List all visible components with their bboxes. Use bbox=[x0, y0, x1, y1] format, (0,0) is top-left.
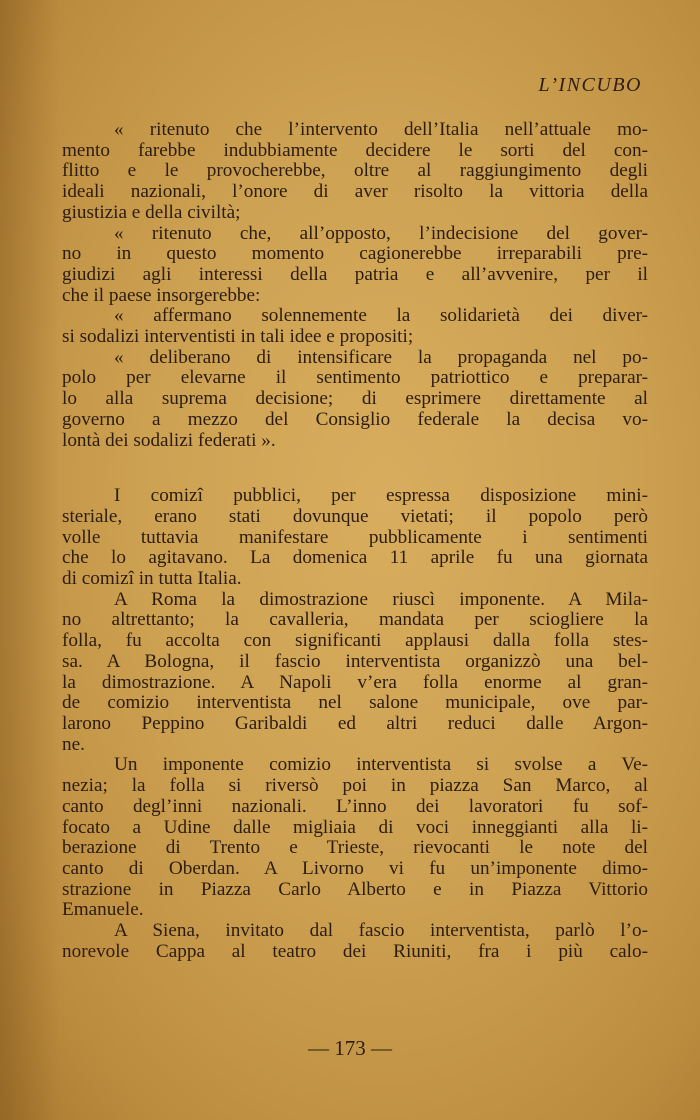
text-line: che lo agitavano. La domenica 11 aprile fu una giornata bbox=[62, 548, 648, 569]
text-line: A Siena, invitato dal fascio interventista, parlò l’o- bbox=[114, 921, 648, 942]
text-line: larono Peppino Garibaldi ed altri reduci dalle Argon- bbox=[62, 713, 648, 734]
text-line: « deliberano di intensificare la propaganda nel po- bbox=[114, 347, 648, 368]
text-line: I comizî pubblici, per espressa disposizione mini- bbox=[114, 486, 648, 507]
text-line: « affermano solennemente la solidarietà dei diver- bbox=[114, 306, 648, 327]
text-line: ideali nazionali, l’onore di aver risolto la vittoria della bbox=[62, 182, 648, 203]
text-line: « ritenuto che l’intervento dell’Italia nell’attuale mo- bbox=[114, 120, 648, 140]
text-line: strazione in Piazza Carlo Alberto e in Piazza Vittorio bbox=[62, 879, 648, 900]
text-line: flitto e le provocherebbe, oltre al raggiungimento degli bbox=[62, 161, 648, 182]
text-line: mento farebbe indubbiamente decidere le sorti del con- bbox=[62, 140, 648, 161]
text-line: che il paese insorgerebbe: bbox=[62, 285, 261, 306]
text-line: lo alla suprema decisione; di esprimere direttamente al bbox=[62, 389, 648, 410]
text-line: no in questo momento cagionerebbe irreparabili pre- bbox=[62, 244, 648, 265]
text-line: Emanuele. bbox=[62, 900, 144, 921]
text-line: la dimostrazione. A Napoli v’era folla enorme al gran- bbox=[62, 672, 648, 693]
text-line: giustizia e della civiltà; bbox=[62, 202, 241, 223]
text-line: governo a mezzo del Consiglio federale la decisa vo- bbox=[62, 409, 648, 430]
text-line: norevole Cappa al teatro dei Riuniti, fra i più calo- bbox=[62, 941, 648, 962]
text-line: canto di Oberdan. A Livorno vi fu un’imponente dimo- bbox=[62, 858, 648, 879]
text-line: di comizî in tutta Italia. bbox=[62, 569, 242, 590]
text-line: Un imponente comizio interventista si svolse a Ve- bbox=[114, 755, 648, 776]
text-line: steriale, erano stati dovunque vietati; il popolo però bbox=[62, 506, 648, 527]
text-line: giudizi agli interessi della patria e all’avvenire, per il bbox=[62, 264, 648, 285]
text-line: no altrettanto; la cavalleria, mandata per sciogliere la bbox=[62, 610, 648, 631]
text-line: A Roma la dimostrazione riuscì imponente. A Mila- bbox=[114, 589, 648, 610]
page-number: — 173 — bbox=[308, 1036, 392, 1060]
text-line: polo per elevarne il sentimento patriottico e preparar- bbox=[62, 368, 648, 389]
text-line: berazione di Trento e Trieste, rievocanti le note del bbox=[62, 838, 648, 859]
text-line: focato a Udine dalle migliaia di voci inneggianti alla li- bbox=[62, 817, 648, 838]
body-text bbox=[62, 120, 648, 962]
text-line: de comizio interventista nel salone municipale, ove par- bbox=[62, 693, 648, 714]
text-line: ne. bbox=[62, 734, 85, 755]
running-title: L’INCUBO bbox=[538, 74, 642, 96]
text-line: canto degl’inni nazionali. L’inno dei lavoratori fu sof- bbox=[62, 796, 648, 817]
text-line: nezia; la folla si riversò poi in piazza San Marco, al bbox=[62, 776, 648, 797]
text-line: si sodalizi interventisti in tali idee e propositi; bbox=[62, 327, 414, 348]
text-line: volle tuttavia manifestare pubblicamente i sentimenti bbox=[62, 527, 648, 548]
text-line: lontà dei sodalizi federati ». bbox=[62, 430, 276, 451]
text-line: « ritenuto che, all’opposto, l’indecisione del gover- bbox=[114, 223, 648, 244]
text-line: folla, fu accolta con significanti applausi dalla folla stes- bbox=[62, 631, 648, 652]
paragraph-gap bbox=[62, 451, 648, 486]
text-line: sa. A Bologna, il fascio interventista organizzò una bel- bbox=[62, 651, 648, 672]
